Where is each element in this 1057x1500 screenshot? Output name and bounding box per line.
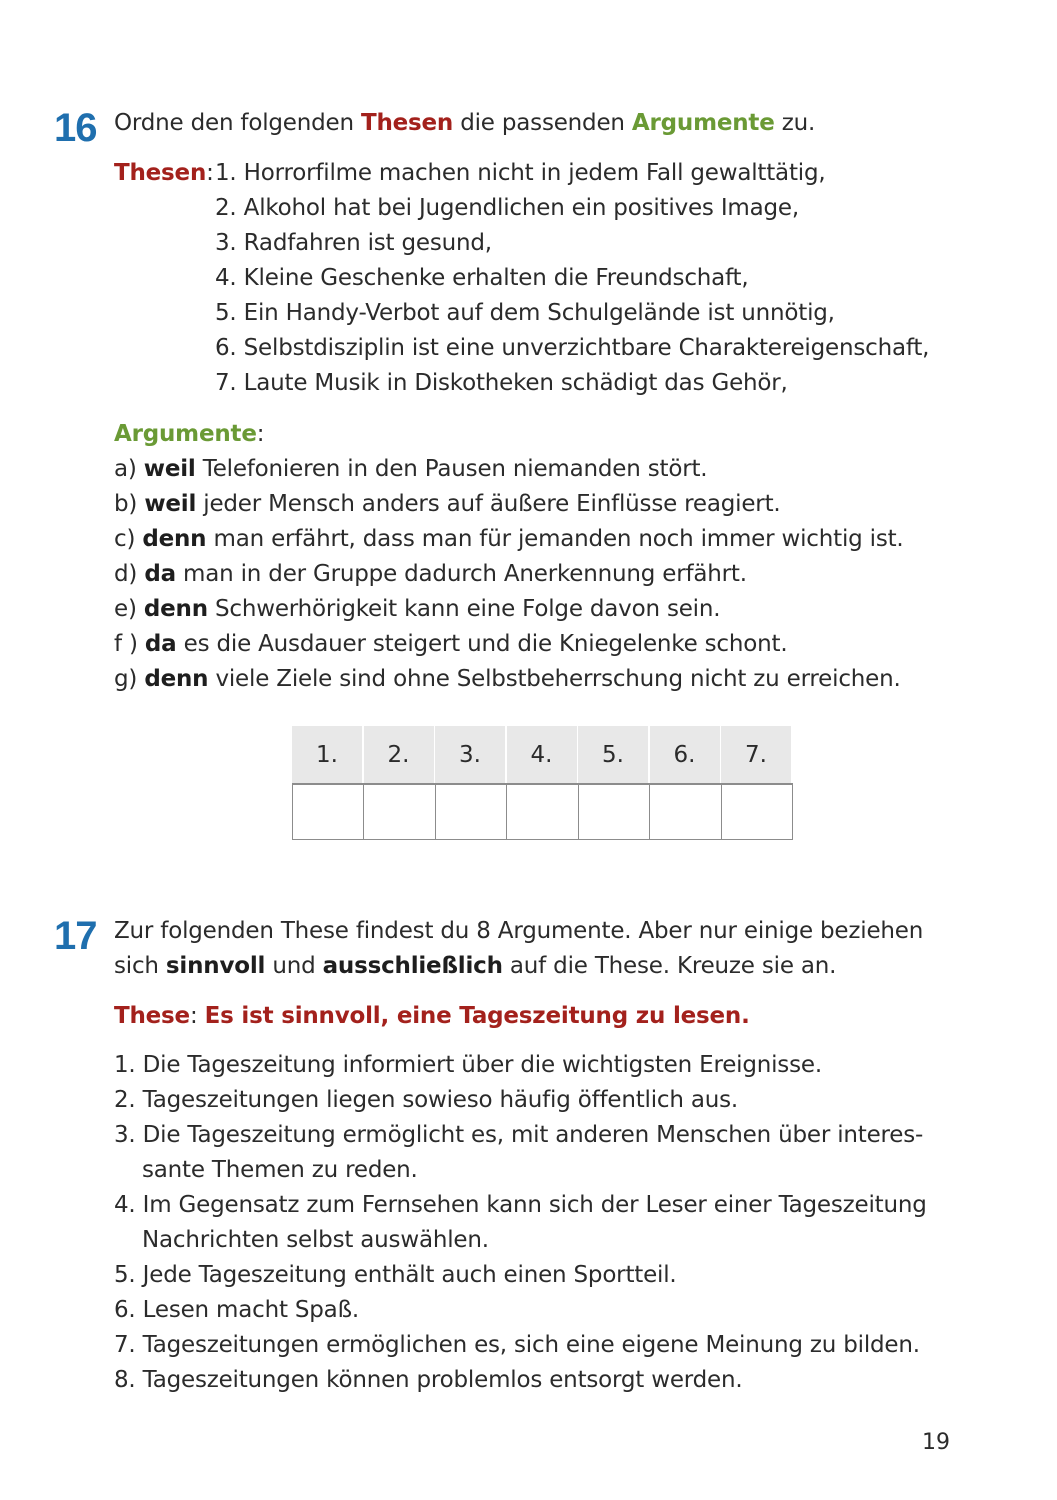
exercise-16-number: 16: [54, 106, 97, 150]
answer-cell[interactable]: [364, 783, 435, 839]
exercise-17-list: [114, 1048, 927, 1398]
argument-item: e) denn Schwerhörigkeit kann eine Folge davon sein.: [114, 596, 721, 622]
page-number: 19: [922, 1430, 950, 1455]
argumente-list: [114, 452, 904, 697]
grid-divider: [292, 783, 793, 785]
argument-line: 2. Tageszeitungen liegen sowieso häufig öffentlich aus.: [114, 1087, 739, 1113]
argumente-word: Argumente: [631, 110, 775, 136]
exercise-17-instruction: Zur folgenden These findest du 8 Argumente. Aber nur einige beziehen sich sinnvoll und ausschließlich auf die These. Kreuze sie an.: [114, 918, 924, 979]
grid-header-cell: 5.: [578, 726, 648, 783]
answer-cell[interactable]: [650, 783, 721, 839]
grid-header-cell: 1.: [292, 726, 362, 783]
grid-header-cell: 6.: [650, 726, 720, 783]
these-item: 3. Radfahren ist gesund,: [215, 230, 492, 256]
argument-line: 1. Die Tageszeitung informiert über die wichtigsten Ereignisse.: [114, 1052, 822, 1078]
grid-header-cell: 3.: [435, 726, 505, 783]
these-item: 2. Alkohol hat bei Jugendlichen ein positives Image,: [215, 195, 799, 221]
thesen-list: [215, 156, 929, 401]
argument-line-continuation: sante Themen zu reden.: [142, 1157, 418, 1183]
thesen-heading: Thesen:: [114, 160, 214, 186]
argument-line: 8. Tageszeitungen können problemlos entsorgt werden.: [114, 1367, 743, 1393]
argument-item: d) da man in der Gruppe dadurch Anerkennung erfährt.: [114, 561, 747, 587]
these-item: 6. Selbstdisziplin ist eine unverzichtbare Charaktereigenschaft,: [215, 335, 930, 361]
argument-line: 4. Im Gegensatz zum Fernsehen kann sich der Leser einer Tageszeitung: [114, 1192, 927, 1218]
exercise-17-number: 17: [54, 914, 97, 958]
these-item: 5. Ein Handy-Verbot auf dem Schulgelände ist unnötig,: [215, 300, 835, 326]
argument-line: 6. Lesen macht Spaß.: [114, 1297, 359, 1323]
argument-line-continuation: Nachrichten selbst auswählen.: [142, 1227, 489, 1253]
answer-cell[interactable]: [579, 783, 650, 839]
argument-line: 5. Jede Tageszeitung enthält auch einen Sportteil.: [114, 1262, 677, 1288]
these-statement: These: Es ist sinnvoll, eine Tageszeitung zu lesen.: [114, 1003, 750, 1029]
argumente-heading: Argumente:: [114, 421, 265, 447]
argument-line: 3. Die Tageszeitung ermöglicht es, mit anderen Menschen über interes-: [114, 1122, 924, 1148]
these-item: 4. Kleine Geschenke erhalten die Freundschaft,: [215, 265, 749, 291]
these-item: 1. Horrorfilme machen nicht in jedem Fall gewalttätig,: [215, 160, 826, 186]
answer-cell[interactable]: [436, 783, 507, 839]
grid-header-cell: 4.: [507, 726, 577, 783]
answer-cell[interactable]: [722, 783, 792, 839]
argument-item: a) weil Telefonieren in den Pausen niemanden stört.: [114, 456, 708, 482]
argument-item: b) weil jeder Mensch anders auf äußere Einflüsse reagiert.: [114, 491, 781, 517]
grid-header-cell: 2.: [364, 726, 434, 783]
thesen-word: Thesen: [360, 110, 454, 136]
argument-item: c) denn man erfährt, dass man für jemanden noch immer wichtig ist.: [114, 526, 904, 552]
answer-grid-input-row: [292, 783, 793, 840]
argument-item: g) denn viele Ziele sind ohne Selbstbeherrschung nicht zu erreichen.: [114, 666, 901, 692]
argument-line: 7. Tageszeitungen ermöglichen es, sich eine eigene Meinung zu bilden.: [114, 1332, 920, 1358]
argument-item: f ) da es die Ausdauer steigert und die Kniegelenke schont.: [114, 631, 788, 657]
answer-cell[interactable]: [507, 783, 578, 839]
answer-grid: [292, 726, 793, 840]
grid-header-cell: 7.: [721, 726, 791, 783]
these-item: 7. Laute Musik in Diskotheken schädigt das Gehör,: [215, 370, 788, 396]
exercise-16-instruction: Ordne den folgenden Thesen die passenden Argumente zu.: [114, 110, 816, 136]
answer-cell[interactable]: [293, 783, 364, 839]
answer-grid-header-row: [292, 726, 793, 783]
